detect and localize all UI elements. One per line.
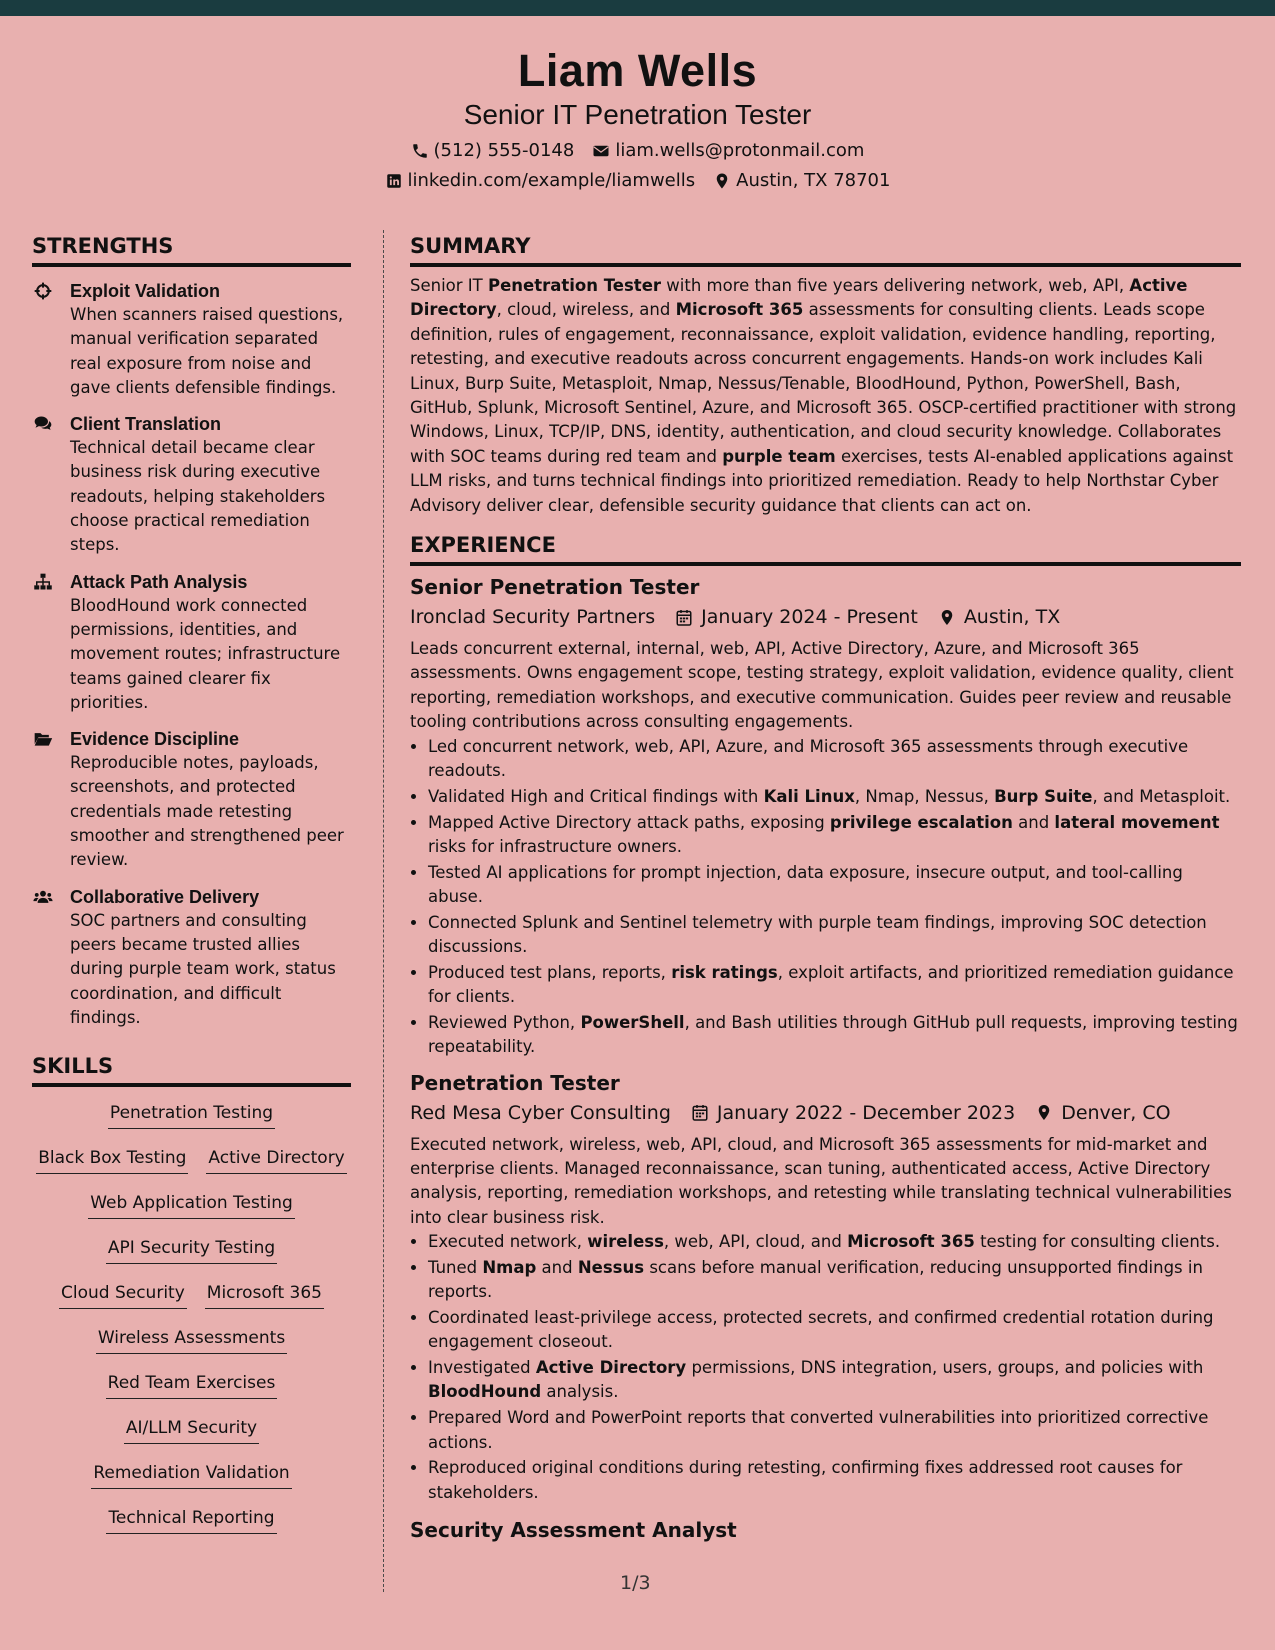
text-segment: testing for consulting clients. bbox=[974, 1232, 1221, 1252]
strength-desc: BloodHound work connected permissions, identities, and movement routes; infrastructure teams gained clearer fix priorities. bbox=[70, 595, 341, 712]
job-dates: January 2024 - Present bbox=[701, 606, 918, 629]
text-segment: Coordinated least-privilege access, protected secrets, and confirmed credential rotation during engagement closeout. bbox=[428, 1308, 1214, 1352]
strength-item bbox=[32, 727, 351, 872]
bold-text: privilege escalation bbox=[829, 812, 1013, 832]
text-segment: and bbox=[1012, 812, 1055, 832]
job-company: Ironclad Security Partners bbox=[410, 606, 656, 629]
text-segment: permissions, DNS integration, users, groups, and policies with bbox=[686, 1358, 1204, 1378]
strength-title: Evidence Discipline bbox=[70, 729, 240, 750]
bullet-item bbox=[428, 1230, 1241, 1254]
strength-desc: Technical detail became clear business risk during executive readouts, helping stakeholders choose practical remediation steps. bbox=[70, 438, 326, 555]
bold-text: BloodHound bbox=[428, 1382, 542, 1402]
envelope-icon bbox=[592, 142, 610, 160]
strength-title: Exploit Validation bbox=[70, 281, 221, 301]
text-segment: Led concurrent network, web, API, Azure, and Microsoft 365 assessments through executive readouts. bbox=[428, 736, 1189, 780]
page-number: 1/3 bbox=[620, 1572, 651, 1594]
phone-contact bbox=[411, 140, 575, 162]
bullet-item bbox=[428, 1306, 1241, 1355]
location-contact bbox=[713, 170, 890, 192]
candidate-title: Senior IT Penetration Tester bbox=[463, 99, 812, 130]
text-segment: , and Bash utilities through GitHub pull requests, improving testing repeatability. bbox=[428, 1012, 1238, 1057]
phone-icon bbox=[411, 142, 429, 160]
bold-text: PowerShell bbox=[580, 1012, 685, 1032]
bold-text: Microsoft 365 bbox=[847, 1232, 975, 1252]
job-bullets bbox=[410, 735, 1241, 1060]
text-segment: , and Metasploit. bbox=[1092, 786, 1231, 806]
strength-title: Attack Path Analysis bbox=[70, 571, 248, 592]
job-title: Senior Penetration Tester bbox=[410, 575, 700, 600]
text-segment: Reproduced original conditions during retesting, confirming fixes addressed root causes for stakeholders. bbox=[428, 1458, 1183, 1502]
candidate-name: Liam Wells bbox=[517, 45, 758, 96]
location-text: Austin, TX 78701 bbox=[736, 170, 891, 191]
strength-item bbox=[32, 279, 351, 400]
text-segment: , Nmap, Nessus, bbox=[854, 786, 995, 806]
skill-row bbox=[32, 1187, 351, 1232]
calendar-icon bbox=[675, 608, 693, 627]
bullet-item bbox=[428, 1011, 1241, 1060]
job-company: Red Mesa Cyber Consulting bbox=[410, 1101, 671, 1124]
folder-open-icon bbox=[32, 729, 54, 749]
strength-item bbox=[32, 885, 351, 1030]
strength-desc: When scanners raised questions, manual verification separated real exposure from noise and gave clients defensible findings. bbox=[70, 305, 344, 397]
skill-row bbox=[32, 1232, 351, 1277]
skill-tag: Penetration Testing bbox=[108, 1101, 275, 1129]
strength-desc: SOC partners and consulting peers became trusted allies during purple team work, status coordination, and difficult findings. bbox=[70, 910, 336, 1027]
skill-tag: Black Box Testing bbox=[36, 1146, 188, 1174]
text-segment: , web, API, cloud, and bbox=[663, 1232, 848, 1252]
users-icon bbox=[32, 887, 54, 907]
map-marker-icon bbox=[938, 608, 956, 627]
bullet-item bbox=[428, 911, 1241, 960]
linkedin-contact[interactable] bbox=[385, 170, 696, 192]
skill-tag: Red Team Exercises bbox=[106, 1371, 278, 1399]
summary-heading: SUMMARY bbox=[410, 232, 1241, 267]
skill-tag: Wireless Assessments bbox=[96, 1326, 287, 1354]
linkedin-text: linkedin.com/example/liamwells bbox=[407, 170, 696, 191]
bold-text: Nmap bbox=[482, 1257, 537, 1277]
text-segment: Investigated bbox=[428, 1358, 536, 1378]
contact-row-1 bbox=[0, 140, 1275, 162]
bullet-item bbox=[428, 735, 1241, 784]
summary-text bbox=[410, 274, 1241, 518]
phone-text: (512) 555-0148 bbox=[433, 140, 575, 161]
strength-item bbox=[32, 412, 351, 557]
bullet-item bbox=[428, 861, 1241, 910]
bold-text: risk ratings bbox=[671, 962, 778, 982]
job-meta bbox=[410, 1099, 1241, 1127]
email-text: liam.wells@protonmail.com bbox=[615, 140, 865, 161]
job-dates: January 2022 - December 2023 bbox=[716, 1101, 1016, 1124]
text-segment: Validated High and Critical findings with bbox=[428, 786, 764, 806]
bold-text: Active Directory bbox=[535, 1358, 687, 1378]
skill-tag: Cloud Security bbox=[59, 1281, 187, 1309]
text-segment: Produced test plans, reports, bbox=[428, 962, 672, 982]
bold-text: lateral movement bbox=[1054, 812, 1220, 832]
skill-tag: Technical Reporting bbox=[106, 1506, 276, 1534]
bold-text: wireless bbox=[587, 1232, 664, 1252]
bold-text: Burp Suite bbox=[994, 786, 1093, 806]
bold-text: Penetration Tester bbox=[487, 276, 662, 295]
bold-text: purple team bbox=[722, 446, 836, 466]
left-column bbox=[32, 232, 351, 1547]
text-segment: Senior IT bbox=[410, 276, 488, 295]
text-segment: Executed network, bbox=[428, 1232, 588, 1252]
text-segment: Connected Splunk and Sentinel telemetry with purple team findings, improving SOC detection discussions. bbox=[428, 912, 1207, 957]
job-location: Austin, TX bbox=[963, 606, 1061, 629]
column-divider bbox=[383, 230, 384, 1592]
job-title: Penetration Tester bbox=[410, 1070, 620, 1095]
text-segment: with more than five years delivering network, web, API, bbox=[661, 276, 1130, 295]
bullet-item bbox=[428, 1356, 1241, 1405]
comments-icon bbox=[32, 414, 54, 434]
email-contact[interactable] bbox=[592, 140, 864, 162]
skill-tag: Web Application Testing bbox=[88, 1191, 295, 1219]
job-title: Security Assessment Analyst bbox=[410, 1517, 737, 1542]
text-segment: Tuned bbox=[428, 1257, 483, 1277]
bullet-item bbox=[428, 961, 1241, 1010]
bold-text: Active Directory bbox=[410, 276, 1188, 320]
skill-row bbox=[32, 1277, 351, 1322]
text-segment: , cloud, wireless, and bbox=[496, 300, 676, 320]
job-location: Denver, CO bbox=[1061, 1101, 1171, 1124]
strengths-heading: STRENGTHS bbox=[32, 232, 351, 267]
strength-item bbox=[32, 570, 351, 715]
skill-tag: Microsoft 365 bbox=[205, 1281, 324, 1309]
skill-tag: Remediation Validation bbox=[91, 1461, 291, 1489]
text-segment: scans before manual verification, reducing unsupported findings in reports. bbox=[428, 1257, 1203, 1302]
skills-list bbox=[32, 1097, 351, 1547]
bullet-item bbox=[428, 1256, 1241, 1305]
text-segment: Mapped Active Directory attack paths, exposing bbox=[428, 812, 830, 832]
linkedin-icon bbox=[385, 172, 403, 190]
experience-heading: EXPERIENCE bbox=[410, 531, 1241, 566]
resume-header bbox=[0, 16, 1275, 204]
skill-tag: Active Directory bbox=[206, 1146, 346, 1174]
skill-tag: AI/LLM Security bbox=[124, 1416, 259, 1444]
skill-tag: API Security Testing bbox=[106, 1236, 277, 1264]
text-segment: Tested AI applications for prompt injection, data exposure, insecure output, and tool-calling abuse. bbox=[428, 862, 1183, 906]
skills-heading: SKILLS bbox=[32, 1052, 351, 1087]
text-segment: assessments for consulting clients. Leads scope definition, rules of engagement, reconnaissance, exploit validation, evidence handling, reporting, retesting, and executive readouts across concurrent engagements. Hands-on work includes Kali Linux, Burp Suite, Metasploit, Nmap, Nessus/Tenable, BloodHound, Python, PowerShell, Bash, GitHub, Splunk, Microsoft Sentinel, Azure, and Microsoft 365. OSCP-certified practitioner with strong Windows, Linux, TCP/IP, DNS, identity, authentication, and cloud security knowledge. Collaborates with SOC teams during red team and bbox=[410, 300, 1237, 466]
skill-row bbox=[32, 1322, 351, 1367]
strength-desc: Reproducible notes, payloads, screenshots, and protected credentials made retesting smoother and strengthened peer review. bbox=[70, 753, 344, 870]
bullet-item bbox=[428, 1456, 1241, 1505]
bold-text: Nessus bbox=[577, 1257, 645, 1277]
map-marker-icon bbox=[713, 172, 731, 190]
job-description: Leads concurrent external, internal, web, API, Active Directory, Azure, and Microsoft 365 assessments. Owns engagement scope, testing strategy, exploit validation, evidence quality, client reporting, remediation workshops, and executive communication. Guides peer review and reusable tooling contributions across consulting engagements. bbox=[410, 639, 1234, 732]
text-segment: Prepared Word and PowerPoint reports that converted vulnerabilities into prioritized corrective actions. bbox=[428, 1408, 1209, 1452]
text-segment: analysis. bbox=[541, 1382, 619, 1402]
text-segment: Reviewed Python, bbox=[428, 1012, 581, 1032]
job-bullets bbox=[410, 1230, 1241, 1505]
job-entry bbox=[410, 1070, 1241, 1505]
right-column bbox=[410, 232, 1241, 1543]
skill-row bbox=[32, 1142, 351, 1187]
job-entry bbox=[410, 574, 1241, 1059]
skill-row bbox=[32, 1502, 351, 1547]
job-description: Executed network, wireless, web, API, cloud, and Microsoft 365 assessments for mid-market and enterprise clients. Managed reconnaissance, scan tuning, authenticated access, Active Directory analysis, reporting, remediation workshops, and retesting while translating technical vulnerabilities into clear business risk. bbox=[410, 1134, 1232, 1227]
skill-row bbox=[32, 1367, 351, 1412]
text-segment: and bbox=[536, 1257, 578, 1277]
top-accent-bar bbox=[0, 0, 1275, 16]
bullet-item bbox=[428, 785, 1241, 809]
text-segment: risks for infrastructure owners. bbox=[428, 836, 682, 856]
text-segment: , exploit artifacts, and prioritized remediation guidance for clients. bbox=[428, 962, 1234, 1007]
bold-text: Kali Linux bbox=[763, 786, 855, 806]
job-meta bbox=[410, 603, 1241, 631]
strength-title: Collaborative Delivery bbox=[70, 886, 260, 907]
contact-row-2 bbox=[0, 170, 1275, 192]
sitemap-icon bbox=[32, 572, 54, 592]
calendar-icon bbox=[691, 1103, 709, 1122]
bullet-item bbox=[428, 811, 1241, 860]
bullet-item bbox=[428, 1406, 1241, 1455]
text-segment: exercises, tests AI-enabled applications against LLM risks, and turns technical findings into prioritized remediation. Ready to help Northstar Cyber Advisory deliver clear, defensible security guidance that clients can act on. bbox=[410, 446, 1234, 515]
map-marker-icon bbox=[1035, 1103, 1053, 1122]
crosshairs-icon bbox=[32, 281, 54, 301]
skill-row bbox=[32, 1457, 351, 1502]
strength-title: Client Translation bbox=[70, 414, 222, 435]
skill-row bbox=[32, 1097, 351, 1142]
skill-row bbox=[32, 1412, 351, 1457]
bold-text: Microsoft 365 bbox=[675, 300, 804, 320]
